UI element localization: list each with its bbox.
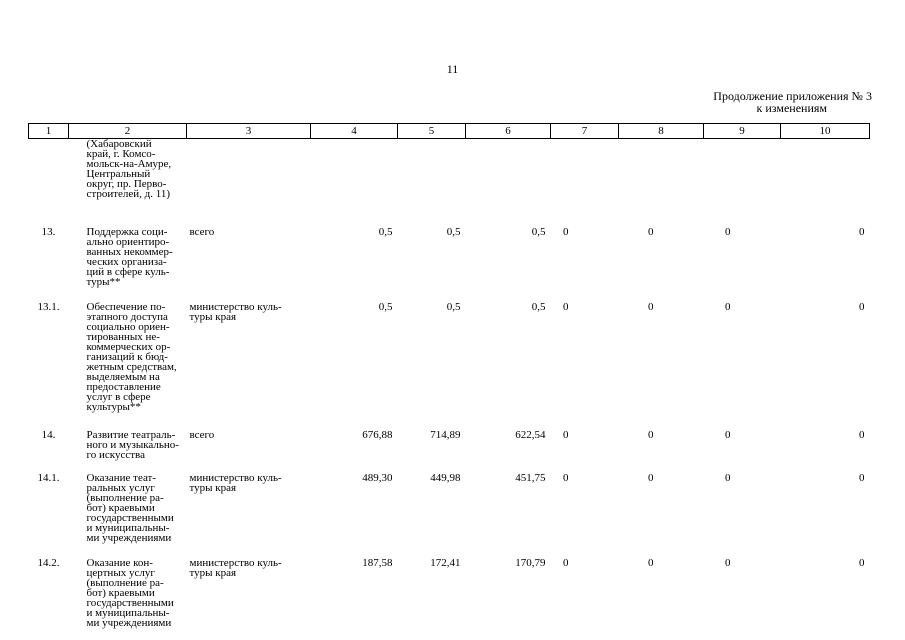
row-value-col-5: 0,5	[446, 301, 461, 313]
header-col-1: 1	[29, 124, 69, 139]
continuation-line: (Хабаровский	[86, 138, 152, 150]
header-row	[29, 124, 870, 139]
continuation-line: строителей, д. 11)	[86, 188, 171, 200]
row-name-line: Поддержка соци-	[86, 226, 168, 238]
row-name-line: культуры**	[86, 401, 141, 413]
row-name-line: ми учреждениями	[86, 532, 172, 544]
row-value-col-5: 172,41	[430, 557, 461, 569]
continuation-text	[69, 139, 187, 225]
row-value-col-6: 451,75	[515, 472, 546, 484]
row-number: 13.	[41, 226, 56, 238]
row-name-line: и муниципальны-	[86, 522, 170, 534]
continuation-line: округ, пр. Перво-	[86, 178, 167, 190]
continuation-line-2: к изменениям	[756, 101, 827, 115]
row-name-line: коммерческих ор-	[86, 341, 171, 353]
row-number: 14.1.	[37, 472, 60, 484]
row-name-line: предоставление	[86, 381, 161, 393]
row-value-col-10: 0	[859, 429, 865, 441]
row-value-col-5: 714,89	[430, 429, 461, 441]
row-value-col-7: 0	[563, 226, 569, 238]
row-value-col-10: 0	[859, 472, 865, 484]
row-source	[187, 470, 311, 555]
header-col-5: 5	[398, 124, 466, 139]
row-source-line: министерство куль-	[189, 472, 282, 484]
continuation-line: мольск-на-Амуре,	[86, 158, 172, 170]
row-name	[69, 299, 187, 427]
row-source-line: всего	[189, 429, 215, 441]
row-value-col-7: 0	[563, 557, 569, 569]
row-name-line: (выполнение ра-	[86, 492, 164, 504]
header-col-8: 8	[619, 124, 704, 139]
row-value-col-5: 449,98	[430, 472, 461, 484]
row-value-col-9: 0	[725, 301, 731, 313]
row-name	[69, 427, 187, 470]
row-source-line: всего	[189, 226, 215, 238]
header-col-7: 7	[551, 124, 619, 139]
row-name-line: тированных не-	[86, 331, 160, 343]
table-row	[29, 224, 870, 299]
row-source-line: туры края	[189, 311, 237, 323]
row-value-col-6: 0,5	[531, 226, 546, 238]
row-source	[187, 555, 311, 628]
continuation-note	[600, 90, 872, 114]
header-col-4: 4	[311, 124, 398, 139]
table-row-continuation	[29, 139, 870, 225]
row-value-col-4: 0,5	[378, 301, 393, 313]
row-value-col-6: 170,79	[515, 557, 546, 569]
row-value-col-10: 0	[859, 557, 865, 569]
row-value-col-9: 0	[725, 557, 731, 569]
row-value-col-7: 0	[563, 301, 569, 313]
row-name-line: этапного доступа	[86, 311, 168, 323]
header-col-2: 2	[69, 124, 187, 139]
row-value-col-8: 0	[648, 301, 654, 313]
row-name-line: бот) краевыми	[86, 502, 155, 514]
row-name-line: выделяемым на	[86, 371, 160, 383]
row-name-line: Оказание теат-	[86, 472, 157, 484]
continuation-line: Центральный	[86, 168, 151, 180]
row-value-col-7: 0	[563, 429, 569, 441]
row-name-line: ми учреждениями	[86, 617, 172, 629]
data-table	[28, 123, 870, 628]
row-name-line: ально ориентиро-	[86, 236, 170, 248]
row-value-col-9: 0	[725, 429, 731, 441]
row-name	[69, 470, 187, 555]
row-name-line: бот) краевыми	[86, 587, 155, 599]
header-col-10: 10	[781, 124, 870, 139]
row-name-line: ральных услуг	[86, 482, 155, 494]
row-name-line: государственными	[86, 597, 174, 609]
header-col-9: 9	[704, 124, 781, 139]
row-value-col-4: 0,5	[378, 226, 393, 238]
header-col-3: 3	[187, 124, 311, 139]
row-name-line: ческих организа-	[86, 256, 167, 268]
row-name-line: ций в сфере куль-	[86, 266, 170, 278]
row-value-col-7: 0	[563, 472, 569, 484]
row-name-line: социально ориен-	[86, 321, 170, 333]
row-name-line: туры**	[86, 276, 121, 288]
page-number: 11	[446, 62, 459, 76]
row-value-col-5: 0,5	[446, 226, 461, 238]
continuation-line-1: Продолжение приложения № 3	[713, 89, 872, 103]
row-source	[187, 224, 311, 299]
row-value-col-10: 0	[859, 226, 865, 238]
row-source	[187, 299, 311, 427]
row-value-col-8: 0	[648, 226, 654, 238]
continuation-line: край, г. Комсо-	[86, 148, 156, 160]
row-value-col-10: 0	[859, 301, 865, 313]
table-row	[29, 299, 870, 427]
row-name-line: (выполнение ра-	[86, 577, 164, 589]
row-value-col-6: 0,5	[531, 301, 546, 313]
row-name-line: цертных услуг	[86, 567, 155, 579]
row-name-line: го искусства	[86, 449, 145, 461]
row-value-col-4: 187,58	[362, 557, 393, 569]
row-name-line: ванных некоммер-	[86, 246, 173, 258]
row-number: 14.	[41, 429, 56, 441]
row-source	[187, 427, 311, 470]
row-source-line: туры края	[189, 482, 237, 494]
row-name-line: ного и музыкально-	[86, 439, 179, 451]
row-value-col-4: 676,88	[362, 429, 393, 441]
row-value-col-8: 0	[648, 472, 654, 484]
row-name-line: Оказание кон-	[86, 557, 153, 569]
row-source-line: министерство куль-	[189, 301, 282, 313]
row-value-col-9: 0	[725, 472, 731, 484]
row-name	[69, 555, 187, 628]
row-name-line: Обеспечение по-	[86, 301, 166, 313]
row-name-line: жетным средствам,	[86, 361, 177, 373]
row-name-line: услуг в сфере	[86, 391, 151, 403]
header-col-6: 6	[466, 124, 551, 139]
row-value-col-4: 489,30	[362, 472, 393, 484]
row-name-line: и муниципальны-	[86, 607, 170, 619]
row-name	[69, 224, 187, 299]
row-number: 14.2.	[37, 557, 60, 569]
row-name-line: государственными	[86, 512, 174, 524]
row-number: 13.1.	[37, 301, 60, 313]
row-value-col-8: 0	[648, 557, 654, 569]
table-row	[29, 427, 870, 470]
table-row	[29, 555, 870, 628]
row-value-col-8: 0	[648, 429, 654, 441]
row-value-col-9: 0	[725, 226, 731, 238]
table-row	[29, 470, 870, 555]
row-value-col-6: 622,54	[515, 429, 546, 441]
row-name-line: Развитие театраль-	[86, 429, 176, 441]
row-source-line: туры края	[189, 567, 237, 579]
row-name-line: ганизаций к бюд-	[86, 351, 168, 363]
row-source-line: министерство куль-	[189, 557, 282, 569]
